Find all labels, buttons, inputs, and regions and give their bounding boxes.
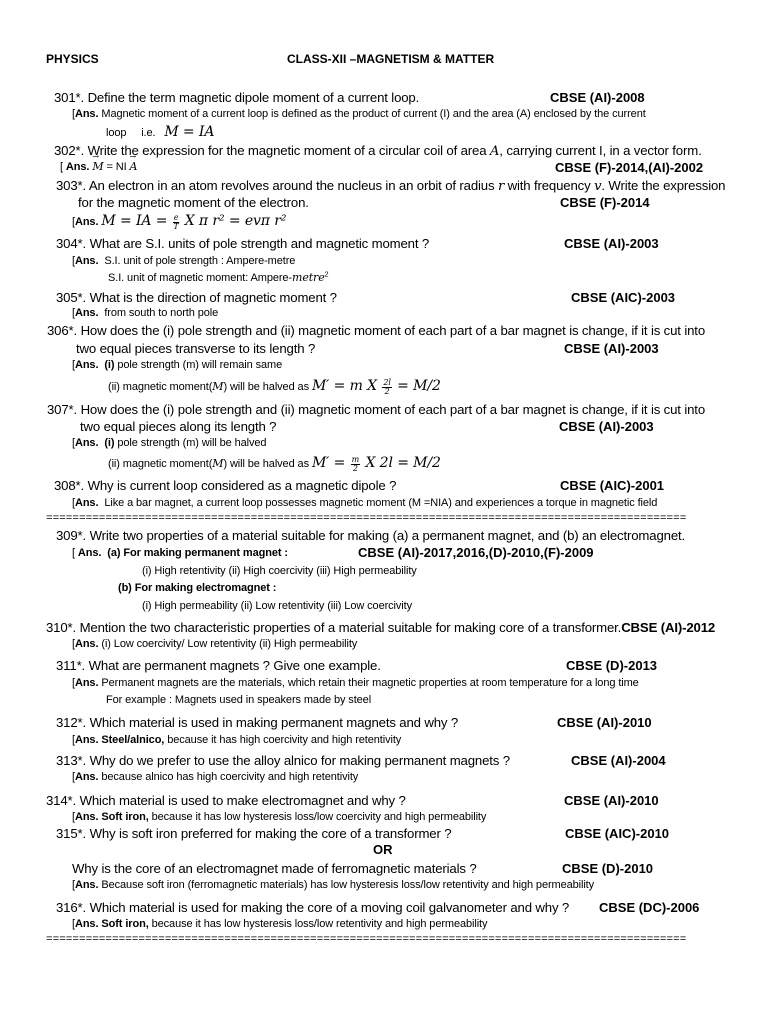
answer-311-line2: For example : Magnets used in speakers made by steel: [106, 694, 372, 706]
ans-label: Ans.: [74, 638, 99, 650]
ans-label: Ans.: [74, 255, 99, 267]
formula-306-rhs: = M/2: [392, 378, 441, 394]
answer-313-text: because alnico has high coercivity and high retentivity: [101, 771, 359, 783]
question-311: 311*. What are permanent magnets ? Give one example.: [56, 658, 381, 673]
question-314: 314*. Which material is used to make electromagnet and why ?: [46, 793, 406, 808]
question-312: 312*. Which material is used in making permanent magnets and why ?: [56, 715, 459, 730]
question-305: 305*. What is the direction of magnetic moment ?: [56, 290, 337, 305]
ans-label: Ans.: [74, 307, 99, 319]
question-303-end: . Write the expression: [601, 178, 726, 193]
answer-314-text: because it has low hysteresis loss/low coercivity and high permeability: [148, 811, 487, 823]
answer-306-line1: pole strength (m) will remain same: [117, 359, 283, 371]
question-306-line2: two equal pieces transverse to its length ?: [76, 341, 316, 356]
answer-301-ie: i.e.: [141, 127, 156, 139]
cbse-ref-309: CBSE (AI)-2017,2016,(D)-2010,(F)-2009: [358, 545, 594, 560]
answer-309-b-props: (i) High permeability (ii) Low retentivity (iii) Low coercivity: [142, 600, 412, 612]
answer-307-i: (i): [104, 437, 115, 449]
question-306: 306*. How does the (i) pole strength and (ii) magnetic moment of each part of a bar magnet is change, if it is cut into: [47, 323, 705, 338]
fraction-numerator: e: [173, 212, 179, 222]
answer-308-text: Like a bar magnet, a current loop possesses magnetic moment (M =NIA) and experiences a torque in magnetic field: [104, 497, 658, 509]
question-301: 301*. Define the term magnetic dipole moment of a current loop.: [54, 90, 420, 105]
answer-314-bold: Soft iron,: [101, 811, 149, 823]
answer-306-i: (i): [104, 359, 115, 371]
answer-301-line2: [106, 124, 214, 140]
cbse-ref-313: CBSE (AI)-2004: [571, 753, 666, 768]
cbse-ref-305: CBSE (AIC)-2003: [571, 290, 676, 305]
answer-306-m: M: [212, 380, 224, 393]
answer-316-bold: Soft iron,: [101, 918, 149, 930]
answer-306: [Ans. (i) pole strength (m) will remain same: [72, 359, 283, 371]
cbse-ref-301: CBSE (AI)-2008: [550, 90, 645, 105]
question-303: [56, 178, 725, 194]
question-303-text1: 303*. An electron in an atom revolves around the nucleus in an orbit of radius: [56, 178, 495, 193]
question-302-text: 302*. Write the expression for the magnetic moment of a circular coil of area: [54, 143, 487, 158]
ans-label: Ans.: [74, 918, 99, 930]
cbse-ref-311: CBSE (D)-2013: [566, 658, 658, 673]
cbse-ref-312: CBSE (AI)-2010: [557, 715, 652, 730]
answer-309-b-label: (b) For making electromagnet :: [118, 582, 277, 594]
question-308: 308*. Why is current loop considered as a magnetic dipole ?: [54, 478, 397, 493]
ans-label: Ans.: [74, 108, 99, 120]
answer-304-line2-text: S.I. unit of magnetic moment: Ampere-: [108, 272, 292, 284]
separator-line: =================================================================================================: [46, 513, 687, 525]
question-304: 304*. What are S.I. units of pole strength and magnetic moment ?: [56, 236, 430, 251]
answer-302-mid: = NI: [103, 161, 130, 173]
answer-312-text: because it has high coercivity and high retentivity: [164, 734, 402, 746]
answer-306-line2-a: (ii) magnetic moment(: [108, 381, 213, 393]
answer-316: [Ans. Soft iron, because it has low hysteresis loss/low retentivity and high permeability: [72, 918, 488, 930]
formula-303-rhs: X π r² = evπ r²: [180, 213, 287, 229]
answer-312-bold: Steel/alnico,: [101, 734, 165, 746]
ans-label: Ans.: [74, 497, 99, 509]
answer-303: [Ans. M = IA = $\frac{e}{T}$ X π r² = evπ r²: [72, 212, 287, 231]
question-316: 316*. Which material is used for making the core of a moving coil galvanometer and why ?: [56, 900, 570, 915]
answer-316-text: because it has low hysteresis loss/low retentivity and high permeability: [148, 918, 488, 930]
answer-304-line2: [108, 271, 328, 284]
fraction-2l-over-2: [382, 379, 391, 396]
answer-302: [ Ans. → M = NI → A: [60, 160, 137, 173]
answer-311: [Ans. Permanent magnets are the materials, which retain their magnetic properties at room temperature for a long time: [72, 677, 639, 689]
answer-309: [ Ans. (a) For making permanent magnet :: [72, 547, 288, 559]
answer-310-text: (i) Low coercivity/ Low retentivity (ii) High permeability: [101, 638, 358, 650]
ans-label: Ans.: [74, 437, 99, 449]
question-315: 315*. Why is soft iron preferred for making the core of a transformer ?: [56, 826, 452, 841]
answer-301-line1: Magnetic moment of a current loop is defined as the product of current (I) and the area (A) enclosed by the current: [101, 108, 646, 120]
cbse-ref-302: CBSE (F)-2014,(AI)-2002: [555, 160, 704, 175]
answer-305: [Ans. from south to north pole: [72, 307, 219, 319]
formula-301: M = IA: [164, 124, 215, 140]
answer-312: [Ans. Steel/alnico, because it has high coercivity and high retentivity: [72, 734, 402, 746]
question-309: 309*. Write two properties of a material suitable for making (a) a permanent magnet, and (b) an electromagnet.: [56, 528, 686, 543]
formula-303-lhs: M = IA =: [101, 213, 172, 229]
question-303-line2: for the magnetic moment of the electron.: [78, 195, 309, 210]
answer-307-line2-a: (ii) magnetic moment(: [108, 458, 213, 470]
answer-304: [Ans. S.I. unit of pole strength : Ampere-metre: [72, 255, 296, 267]
question-310-text: 310*. Mention the two characteristic properties of a material suitable for making core of a transformer.: [46, 620, 622, 635]
ans-label: Ans.: [65, 161, 90, 173]
fraction-numerator: m: [351, 454, 360, 464]
answer-311-line1: Permanent magnets are the materials, which retain their magnetic properties at room temperature for a long time: [101, 677, 639, 689]
cbse-ref-308: CBSE (AIC)-2001: [560, 478, 665, 493]
answer-307-m: M: [212, 457, 224, 470]
cbse-ref-306: CBSE (AI)-2003: [564, 341, 659, 356]
or-separator: OR: [373, 842, 393, 857]
question-302-var: A: [489, 144, 500, 159]
answer-307-line2: [108, 455, 441, 473]
ans-label: Ans.: [74, 771, 99, 783]
question-303-mid: with frequency: [504, 178, 591, 193]
fraction-m-over-2: [351, 456, 361, 473]
page-title: CLASS-XII –MAGNETISM & MATTER: [287, 52, 495, 66]
answer-306-line2: [108, 378, 441, 396]
answer-301-loop: loop: [106, 127, 127, 139]
answer-308: [Ans. Like a bar magnet, a current loop possesses magnetic moment (M =NIA) and experiences a torque in magnetic field: [72, 497, 658, 509]
formula-307-lhs: M′ =: [311, 455, 350, 471]
ans-label: Ans.: [74, 216, 99, 228]
answer-305-text: from south to north pole: [104, 307, 219, 319]
cbse-ref-315-alt: CBSE (D)-2010: [562, 861, 654, 876]
question-315-alt: Why is the core of an electromagnet made of ferromagnetic materials ?: [72, 861, 477, 876]
cbse-ref-307: CBSE (AI)-2003: [559, 419, 654, 434]
cbse-ref-310: CBSE (AI)-2012: [621, 620, 716, 635]
ans-label: Ans.: [74, 359, 99, 371]
ans-label: Ans.: [74, 734, 99, 746]
vector-m: → M: [92, 160, 103, 173]
ans-label: Ans.: [77, 547, 102, 559]
fraction-numerator: 2l: [383, 377, 391, 387]
fraction-denominator: T: [173, 221, 179, 231]
formula-307-rhs: X 2l = M/2: [361, 455, 441, 471]
answer-304-sup: 2: [324, 271, 329, 279]
fraction-denominator: 2: [352, 463, 358, 473]
question-313: 313*. Why do we prefer to use the alloy alnico for making permanent magnets ?: [56, 753, 510, 768]
answer-309-a-props: (i) High retentivity (ii) High coercivity (iii) High permeability: [142, 565, 417, 577]
question-302-end: , carrying current I, in a vector form.: [499, 143, 702, 158]
cbse-ref-316: CBSE (DC)-2006: [599, 900, 700, 915]
ans-label: Ans.: [74, 879, 99, 891]
ans-label: Ans.: [74, 677, 99, 689]
cbse-ref-315: CBSE (AIC)-2010: [565, 826, 670, 841]
answer-307: [Ans. (i) pole strength (m) will be halved: [72, 437, 267, 449]
subject-label: PHYSICS: [46, 52, 99, 66]
question-310: [46, 620, 715, 635]
answer-315: [Ans. Because soft iron (ferromagnetic materials) has low hysteresis loss/low retentivity and high permeability: [72, 879, 595, 891]
answer-314: [Ans. Soft iron, because it has low hysteresis loss/low coercivity and high permeability: [72, 811, 487, 823]
vector-a: → A: [130, 160, 138, 173]
question-307: 307*. How does the (i) pole strength and (ii) magnetic moment of each part of a bar magnet is change, if it is cut into: [47, 402, 705, 417]
question-303-r: r: [497, 179, 505, 194]
fraction-e-over-t: [173, 214, 180, 231]
question-303-v: v: [594, 179, 602, 194]
cbse-ref-304: CBSE (AI)-2003: [564, 236, 659, 251]
question-302: [54, 143, 702, 159]
answer-301: [Ans. Magnetic moment of a current loop is defined as the product of current (I) and the area (A) enclosed by the current: [72, 108, 646, 120]
separator-line-bottom: =================================================================================================: [46, 934, 687, 946]
answer-307-line1: pole strength (m) will be halved: [117, 437, 267, 449]
answer-306-line2-b: ) will be halved as: [223, 381, 309, 393]
question-307-line2: two equal pieces along its length ?: [80, 419, 277, 434]
answer-309-a-label: (a) For making permanent magnet :: [107, 547, 288, 559]
answer-315-text: Because soft iron (ferromagnetic materials) has low hysteresis loss/low retentivity and high permeability: [101, 879, 595, 891]
answer-313: [Ans. because alnico has high coercivity and high retentivity: [72, 771, 359, 783]
answer-310: [Ans. (i) Low coercivity/ Low retentivity (ii) High permeability: [72, 638, 358, 650]
fraction-denominator: 2: [384, 386, 390, 396]
ans-label: Ans.: [74, 811, 99, 823]
cbse-ref-314: CBSE (AI)-2010: [564, 793, 659, 808]
cbse-ref-303: CBSE (F)-2014: [560, 195, 650, 210]
formula-306-lhs: M′ = m X: [311, 378, 382, 394]
answer-304-line1: S.I. unit of pole strength : Ampere-metre: [104, 255, 296, 267]
answer-307-line2-b: ) will be halved as: [223, 458, 309, 470]
answer-304-unit: metre: [292, 271, 325, 284]
